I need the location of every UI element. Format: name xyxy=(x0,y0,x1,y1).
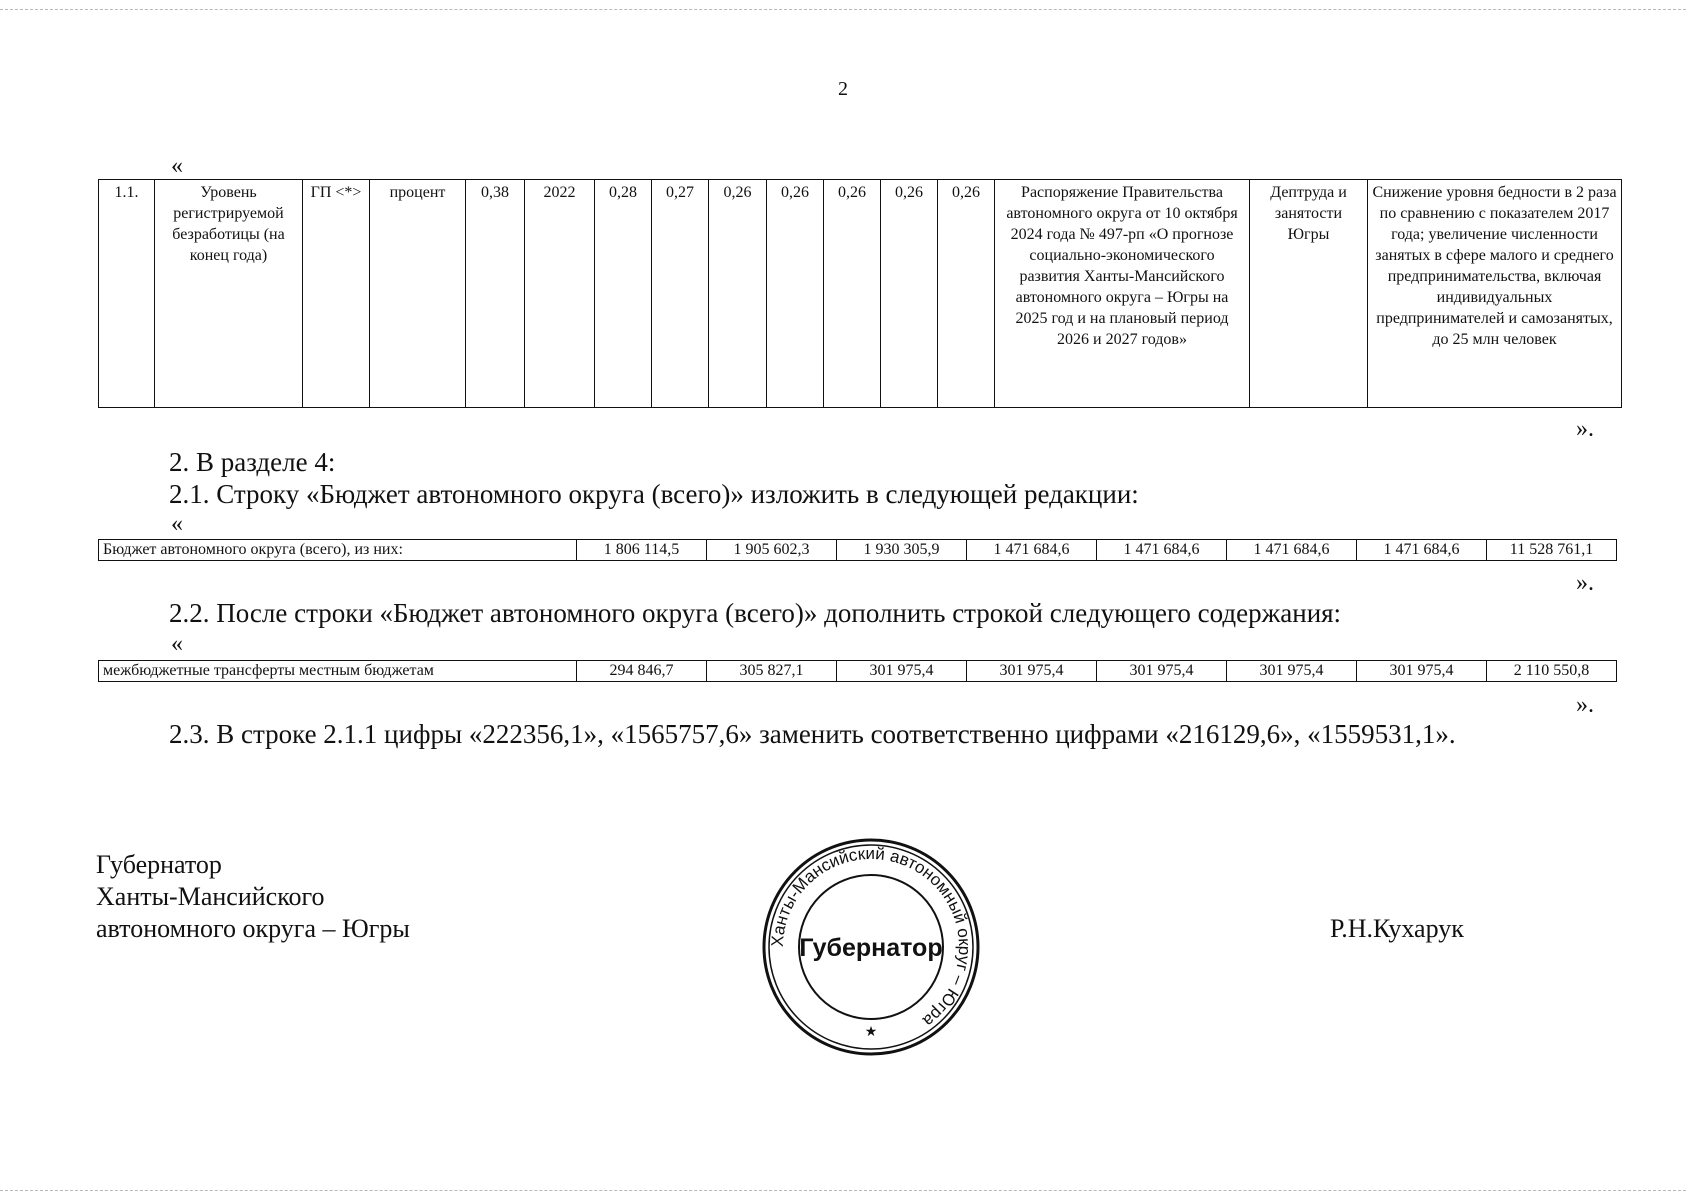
budget-value: 1 471 684,6 xyxy=(1357,540,1487,561)
scan-edge-top xyxy=(0,9,1686,10)
stamp-title: Губернатор xyxy=(799,934,943,962)
stamp-ring-path: Ханты-Мансийский автономный округ – Югра xyxy=(767,843,975,1031)
indicator-table xyxy=(98,179,1622,408)
indicator-number: 1.1. xyxy=(99,180,155,408)
budget-value: 1 471 684,6 xyxy=(1097,540,1227,561)
budget-value: 1 930 305,9 xyxy=(837,540,967,561)
transfers-row xyxy=(99,661,1617,682)
transfers-value: 305 827,1 xyxy=(707,661,837,682)
budget-value: 11 528 761,1 xyxy=(1487,540,1617,561)
transfers-table xyxy=(98,660,1617,682)
transfers-value: 2 110 550,8 xyxy=(1487,661,1617,682)
signature-title: Губернатор xyxy=(96,850,222,879)
indicator-value: 0,26 xyxy=(938,180,995,408)
stamp-star-icon: ★ xyxy=(864,1025,878,1040)
indicator-value: 0,27 xyxy=(652,180,709,408)
transfers-value: 301 975,4 xyxy=(1227,661,1357,682)
signature-region: Ханты-Мансийского xyxy=(96,882,325,911)
item-2-1: 2.1. Строку «Бюджет автономного округа (всего)» изложить в следующей редакции: xyxy=(169,479,1139,509)
item-2-3: 2.3. В строке 2.1.1 цифры «222356,1», «1565757,6» заменить соответственно цифрами «216129,6», «1559531,1». xyxy=(169,719,1456,749)
indicator-value: 0,26 xyxy=(824,180,881,408)
stamp-seal-icon xyxy=(760,836,982,1058)
indicator-document: Распоряжение Правительства автономного округа от 10 октября 2024 года № 497-рп «О прогнозе социально-экономического развития Ханты-Мансийского автономного округа – Югры на 2025 год и на плановый период 2026 и 2027 годов» xyxy=(995,180,1250,408)
open-quote-2: « xyxy=(171,511,183,537)
budget-table xyxy=(98,539,1617,561)
transfers-value: 301 975,4 xyxy=(967,661,1097,682)
item-2-2: 2.2. После строки «Бюджет автономного округа (всего)» дополнить строкой следующего содержания: xyxy=(169,598,1342,628)
section-heading: 2. В разделе 4: xyxy=(169,447,336,477)
indicator-value: 0,26 xyxy=(881,180,938,408)
indicator-row xyxy=(99,180,1622,408)
budget-value: 1 471 684,6 xyxy=(967,540,1097,561)
transfers-value: 294 846,7 xyxy=(577,661,707,682)
transfers-value: 301 975,4 xyxy=(837,661,967,682)
indicator-value: 0,26 xyxy=(709,180,767,408)
indicator-goal: Снижение уровня бедности в 2 раза по сравнению с показателем 2017 года; увеличение численности занятых в сфере малого и среднего предпринимательства, включая индивидуальных предпринимателей и самозанятых, до 25 млн человек xyxy=(1368,180,1622,408)
transfers-value: 301 975,4 xyxy=(1357,661,1487,682)
scan-edge-bottom xyxy=(0,1190,1686,1191)
indicator-name: Уровень регистрируемой безработицы (на конец года) xyxy=(155,180,303,408)
budget-value: 1 905 602,3 xyxy=(707,540,837,561)
open-quote-1: « xyxy=(171,153,183,179)
signatory-name: Р.Н.Кухарук xyxy=(1330,914,1464,943)
indicator-value: 0,26 xyxy=(767,180,824,408)
budget-row-label: Бюджет автономного округа (всего), из них: xyxy=(99,540,577,561)
signature-region-cont: автономного округа – Югры xyxy=(96,914,410,943)
budget-value: 1 471 684,6 xyxy=(1227,540,1357,561)
transfers-row-label: межбюджетные трансферты местным бюджетам xyxy=(99,661,577,682)
budget-row xyxy=(99,540,1617,561)
close-quote-3: ». xyxy=(1576,692,1594,718)
indicator-responsible: Дептруда и занятости Югры xyxy=(1250,180,1368,408)
page-number: 2 xyxy=(838,78,848,100)
budget-value: 1 806 114,5 xyxy=(577,540,707,561)
indicator-value: 0,28 xyxy=(595,180,652,408)
close-quote-1: ». xyxy=(1576,416,1594,442)
open-quote-3: « xyxy=(171,631,183,657)
indicator-base-year: 2022 xyxy=(525,180,595,408)
transfers-value: 301 975,4 xyxy=(1097,661,1227,682)
indicator-unit: процент xyxy=(370,180,466,408)
signature-block xyxy=(96,849,410,945)
indicator-type: ГП <*> xyxy=(303,180,370,408)
indicator-base-value: 0,38 xyxy=(466,180,525,408)
close-quote-2: ». xyxy=(1576,570,1594,596)
official-stamp xyxy=(760,836,982,1058)
